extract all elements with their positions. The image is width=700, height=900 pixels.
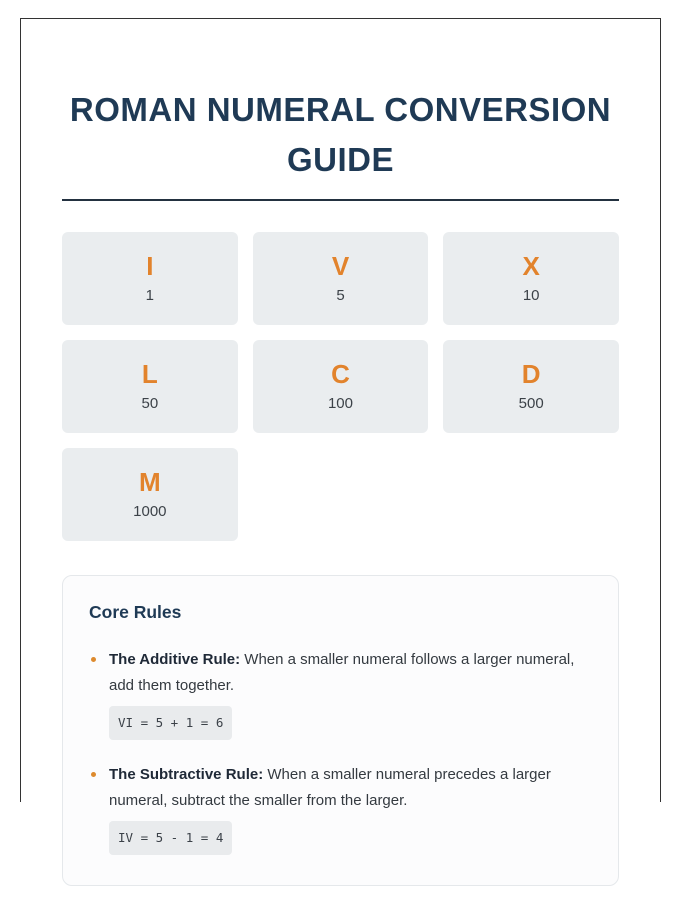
- rule-description: When a smaller numeral follows a larger numeral, add them together.: [109, 651, 575, 694]
- numeral-value: 500: [518, 395, 544, 412]
- numeral-card-c: [253, 340, 429, 433]
- title-divider: [62, 199, 619, 201]
- rule-name: The Subtractive Rule:: [109, 766, 264, 783]
- numeral-card-l: [62, 340, 238, 433]
- core-rules-section: [62, 575, 619, 886]
- numeral-value: 1: [145, 287, 154, 304]
- bullet-icon: [91, 772, 96, 777]
- document-page: [20, 18, 661, 845]
- numeral-symbol: L: [141, 359, 158, 389]
- rule-example-code: VI = 5 + 1 = 6: [109, 706, 232, 740]
- numeral-value: 50: [141, 395, 159, 412]
- numeral-value: 10: [522, 287, 540, 304]
- numeral-card-v: [253, 232, 429, 325]
- core-rules-heading: Core Rules: [89, 602, 182, 622]
- rule-example-code: IV = 5 - 1 = 4: [109, 821, 232, 855]
- rule-item-subtractive: [89, 762, 580, 855]
- numeral-grid: [62, 232, 619, 541]
- rule-description: When a smaller numeral precedes a larger numeral, subtract the smaller from the larger.: [109, 766, 551, 809]
- numeral-value: 100: [327, 395, 353, 412]
- numeral-card-m: [62, 448, 238, 541]
- numeral-symbol: V: [331, 251, 350, 281]
- rules-list: [89, 647, 592, 855]
- numeral-card-x: [443, 232, 619, 325]
- numeral-card-d: [443, 340, 619, 433]
- numeral-symbol: I: [146, 251, 154, 281]
- numeral-value: 5: [336, 287, 345, 304]
- numeral-symbol: D: [521, 359, 541, 389]
- bullet-icon: [91, 657, 96, 662]
- numeral-symbol: C: [331, 359, 350, 389]
- numeral-symbol: M: [138, 467, 161, 497]
- rule-name: The Additive Rule:: [109, 651, 241, 668]
- numeral-value: 1000: [133, 503, 167, 520]
- page-title: ROMAN NUMERAL CONVERSION GUIDE: [69, 91, 612, 178]
- rule-item-additive: [89, 647, 580, 740]
- numeral-symbol: X: [522, 251, 540, 281]
- numeral-card-i: [62, 232, 238, 325]
